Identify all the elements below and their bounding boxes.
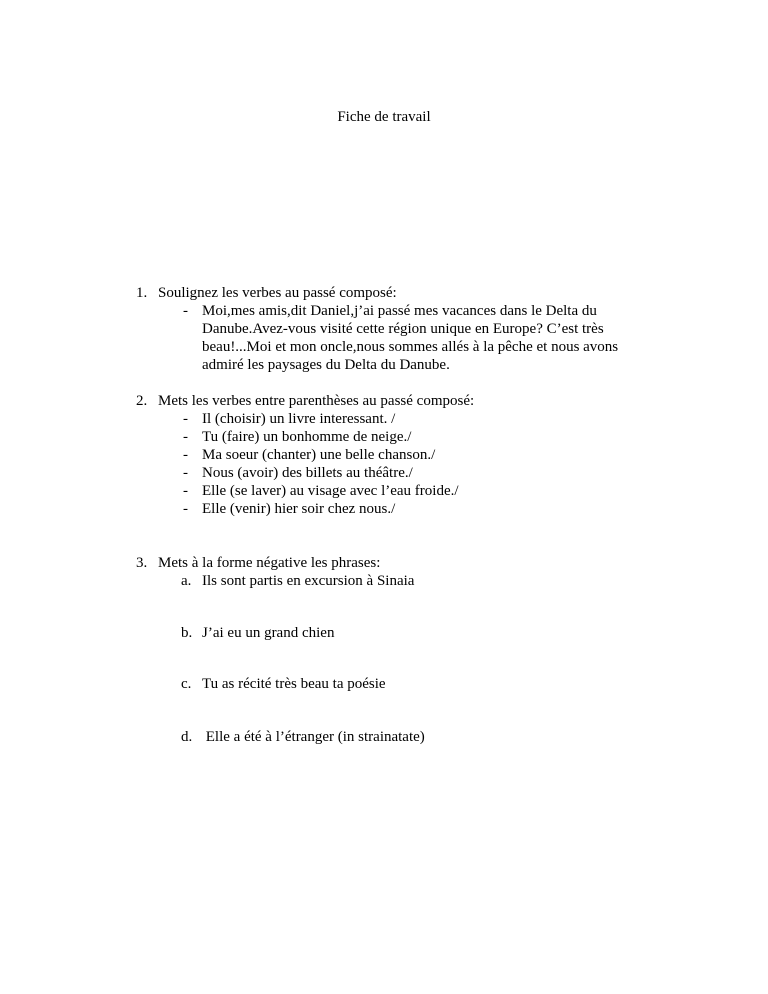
page-title: Fiche de travail [337,109,431,125]
item-letter: b. [181,625,193,641]
paragraph-line: Moi,mes amis,dit Daniel,j’ai passé mes vacances dans le Delta du [202,303,597,319]
bullet-dash: - [183,429,188,445]
paragraph-line: Danube.Avez-vous visité cette région unique en Europe? C’est très [202,321,604,337]
bullet-dash: - [183,483,188,499]
exercise-number: 1. [136,285,148,301]
list-item: Elle a été à l’étranger (in strainatate) [202,729,425,745]
item-letter: c. [181,676,192,692]
paragraph-line: admiré les paysages du Delta du Danube. [202,357,450,373]
list-item: Ma soeur (chanter) une belle chanson./ [202,447,436,463]
list-item: Tu (faire) un bonhomme de neige./ [202,429,412,445]
exercise-instruction: Soulignez les verbes au passé composé: [158,285,397,301]
bullet-dash: - [183,411,188,427]
list-item: Il (choisir) un livre interessant. / [202,411,396,427]
list-item: Nous (avoir) des billets au théâtre./ [202,465,413,481]
list-item: J’ai eu un grand chien [202,625,335,641]
list-item: Tu as récité très beau ta poésie [202,676,386,692]
bullet-dash: - [183,465,188,481]
bullet-dash: - [183,303,188,319]
exercise-instruction: Mets les verbes entre parenthèses au passé composé: [158,393,475,409]
bullet-dash: - [183,501,188,517]
bullet-dash: - [183,447,188,463]
exercise-number: 3. [136,555,148,571]
item-letter: a. [181,573,192,589]
exercise-number: 2. [136,393,148,409]
item-letter: d. [181,729,193,745]
list-item: Ils sont partis en excursion à Sinaia [202,573,415,589]
list-item: Elle (venir) hier soir chez nous./ [202,501,396,517]
list-item: Elle (se laver) au visage avec l’eau froide./ [202,483,459,499]
exercise-instruction: Mets à la forme négative les phrases: [158,555,381,571]
paragraph-line: beau!...Moi et mon oncle,nous sommes allés à la pêche et nous avons [202,339,619,355]
